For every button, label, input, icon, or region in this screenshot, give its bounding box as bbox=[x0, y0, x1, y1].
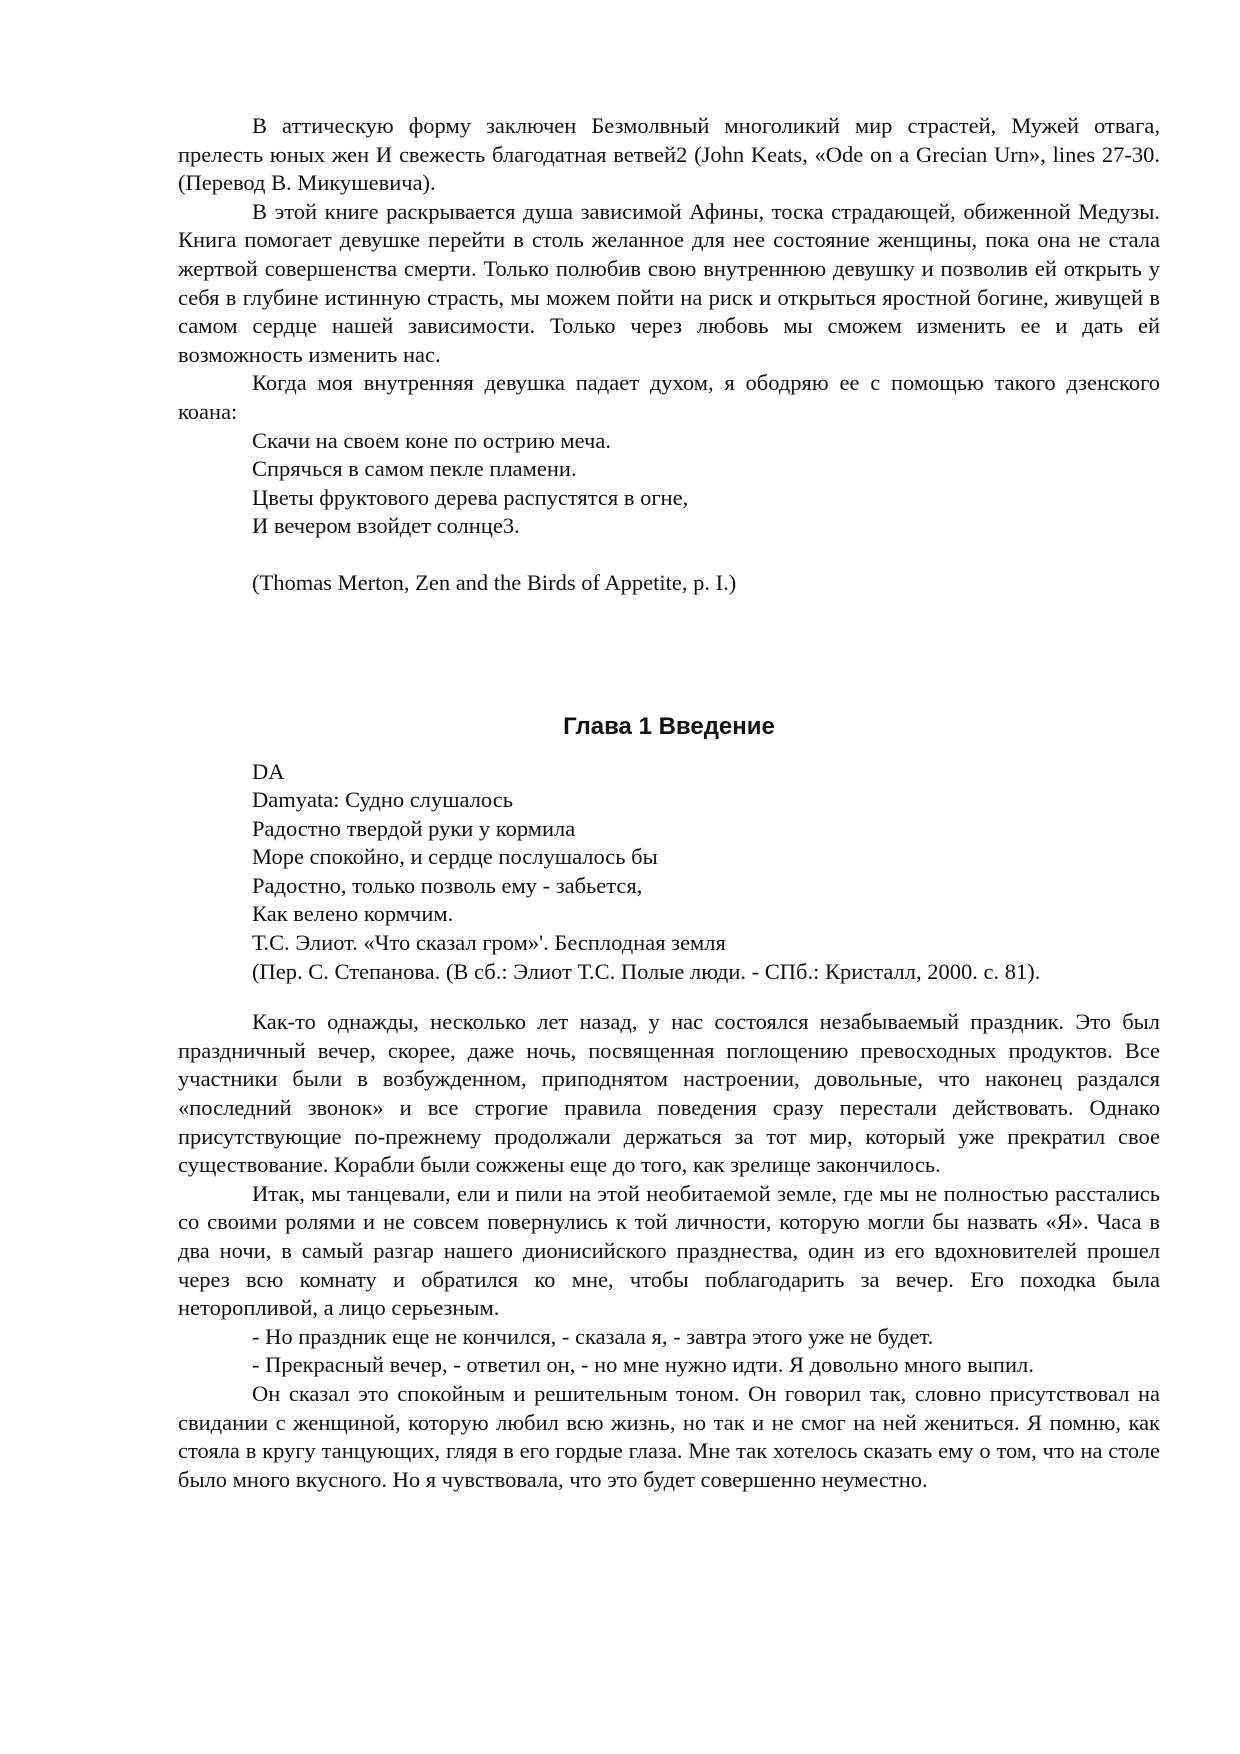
epigraph-line: Море спокойно, и сердце послушалось бы bbox=[252, 844, 658, 870]
spacer bbox=[178, 986, 1160, 1008]
koan-source-block bbox=[178, 569, 1160, 598]
koan-line: Спрячься в самом пекле пламени. bbox=[252, 456, 577, 482]
epigraph-line: Радостно, только позволь ему - забьется, bbox=[252, 872, 643, 898]
chapter-title: Глава 1 Введение bbox=[563, 712, 775, 740]
intro-paragraph: Когда моя внутренняя девушка падает духом, я ободряю ее с помощью такого дзенского коана: bbox=[178, 370, 1160, 424]
koan-line: И вечером взойдет солнце3. bbox=[252, 513, 520, 539]
koan-verse bbox=[178, 427, 1160, 541]
epigraph-line: DA bbox=[252, 758, 285, 784]
spacer bbox=[178, 598, 1160, 698]
epigraph-line: (Пер. С. Степанова. (В сб.: Элиот Т.С. Полые люди. - СПб.: Кристалл, 2000. с. 81). bbox=[252, 958, 1041, 984]
chapter-paragraph: Итак, мы танцевали, ели и пили на этой необитаемой земле, где мы не полностью расстались со своими ролями и не совсем повернулись к той личности, которую могли бы назвать «Я». Часа в два ночи, в самый разгар нашего дионисийского празднества, один из его вдохновителей прошел через всю комнату и обратился ко мне, чтобы поблагодарить за вечер. Его походка была неторопливой, а лицо серьезным. bbox=[178, 1180, 1160, 1321]
koan-line: Скачи на своем коне по острию меча. bbox=[252, 427, 611, 453]
intro-paragraph: В аттическую форму заключен Безмолвный многоликий мир страстей, Мужей отвага, прелесть юных жен И свежесть благодатная ветвей2 (John Keats, «Ode on a Grecian Urn», lines 27-30. (Перевод В. Микушевича). bbox=[178, 113, 1160, 196]
koan-line: Цветы фруктового дерева распустятся в огне, bbox=[252, 484, 689, 510]
chapter-paragraph: Как-то однажды, несколько лет назад, у нас состоялся незабываемый праздник. Это был праздничный вечер, скорее, даже ночь, посвященная поглощению превосходных продуктов. Все участники были в возбужденном, приподнятом настроении, довольные, что наконец раздался «последний звонок» и все строгие правила поведения сразу перестали действовать. Однако присутствующие по-прежнему продолжали держаться за тот мир, который уже прекратил свое существование. Корабли были сожжены еще до того, как зрелище закончилось. bbox=[178, 1009, 1160, 1178]
epigraph-line: Т.С. Элиот. «Что сказал гром»'. Бесплодная земля bbox=[252, 930, 726, 956]
chapter-paragraph: - Прекрасный вечер, - ответил он, - но мне нужно идти. Я довольно много выпил. bbox=[252, 1352, 1034, 1378]
chapter-paragraph: - Но праздник еще не кончился, - сказала я, - завтра этого уже не будет. bbox=[252, 1323, 934, 1349]
document-page bbox=[178, 112, 1160, 1494]
epigraph-line: Damyata: Судно слушалось bbox=[252, 787, 513, 813]
koan-source: (Thomas Merton, Zen and the Birds of Appetite, p. I.) bbox=[252, 569, 737, 595]
epigraph bbox=[178, 758, 1160, 987]
intro-paragraph: В этой книге раскрывается душа зависимой Афины, тоска страдающей, обиженной Медузы. Книга помогает девушке перейти в столь желанное для нее состояние женщины, пока она не стала жертвой совершенства смерти. Только полюбив свою внутреннюю девушку и позволив ей открыть у себя в глубине истинную страсть, мы можем пойти на риск и открыться яростной богине, живущей в самом сердце нашей зависимости. Только через любовь мы сможем изменить ее и дать ей возможность изменить нас. bbox=[178, 198, 1160, 367]
spacer bbox=[178, 541, 1160, 569]
epigraph-line: Радостно твердой руки у кормила bbox=[252, 815, 576, 841]
epigraph-line: Как велено кормчим. bbox=[252, 901, 454, 927]
chapter-paragraph: Он сказал это спокойным и решительным тоном. Он говорил так, словно присутствовал на свидании с женщиной, которую любил всю жизнь, но так и не смог на ней жениться. Я помню, как стояла в кругу танцующих, глядя в его гордые глаза. Мне так хотелось сказать ему о том, что на столе было много вкусного. Но я чувствовала, что это будет совершенно неуместно. bbox=[178, 1380, 1160, 1492]
